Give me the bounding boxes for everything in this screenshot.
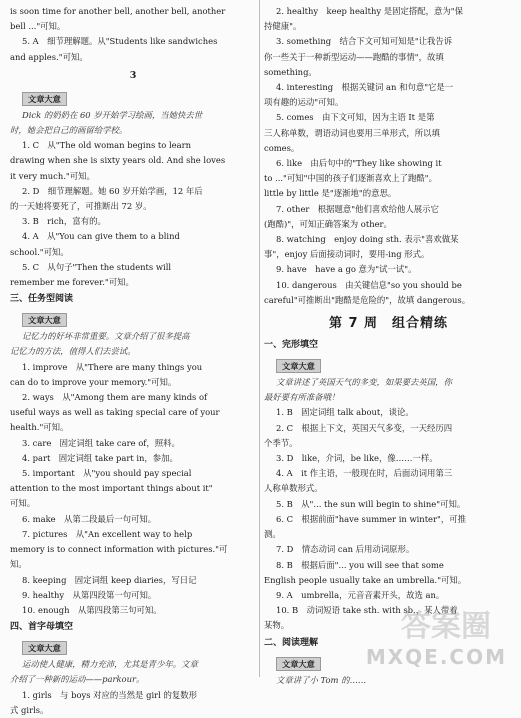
summary-intro — [10, 108, 256, 138]
answer-line: 7. D 情态动词 can 后用动词原形。 — [276, 544, 415, 555]
answer-line: 7. pictures 从"An excellent way to help — [22, 528, 193, 539]
answer-item — [264, 278, 513, 308]
answer-line: 6. like 由后句中的"They like showing it — [276, 158, 442, 169]
summary-intro — [10, 329, 256, 359]
answer-item — [10, 360, 256, 390]
answer-line: 知。 — [10, 559, 27, 570]
intro-line: 最好要有所准备哦！ — [264, 392, 340, 403]
answer-line: 4. part 固定词组 take part in，参加。 — [22, 452, 178, 463]
answer-line: 6. make 从第二段最后一句可知。 — [22, 513, 157, 524]
answer-item — [10, 214, 256, 229]
answer-line: 5. C 从句子"Then the students will — [22, 261, 172, 272]
answer-line: little by little 是"逐渐地"的意思。 — [264, 188, 397, 199]
answer-item — [264, 405, 513, 420]
answer-line: 1. C 从"The old woman begins to learn — [22, 140, 192, 151]
summary-intro — [10, 657, 256, 687]
answer-line: 2. healthy keep healthy 是固定搭配，意为"保 — [276, 6, 463, 16]
intro-line: 文章讲述了英国天气的多变，如果要去英国，你 — [276, 377, 452, 388]
answer-line: comes。 — [264, 142, 300, 153]
answer-line: 式 girls。 — [10, 704, 49, 715]
answer-line: it very much."可知。 — [10, 170, 95, 181]
answer-line: 1. improve 从"There are many things you — [22, 361, 203, 372]
section-heading: 三、任务型阅读 — [10, 294, 74, 305]
answer-item — [10, 688, 256, 718]
answer-line: 3. D like，介词，be like，像……一样。 — [276, 453, 438, 464]
answer-line: 3. care 固定词组 take care of，照料。 — [22, 437, 180, 448]
answer-line: careful"可推断出"跑酷是危险的"，故填 dangerous。 — [264, 294, 471, 305]
answer-item — [264, 451, 513, 466]
answer-item — [264, 202, 513, 232]
intro-line: 记忆力的好坏非常重要。文章介绍了很多提高 — [22, 331, 190, 342]
answer-item — [264, 110, 513, 156]
answer-line: memory is to connect information with pictures."可 — [10, 544, 228, 555]
answer-line: something。 — [264, 66, 317, 77]
answer-line: 10. enough 从第四段第三句可知。 — [22, 604, 162, 615]
answer-item — [10, 229, 256, 259]
answer-line: 可知。 — [10, 498, 36, 509]
text-line: and apples."可知。 — [10, 51, 88, 62]
summary-tag: 文章大意 — [276, 359, 321, 373]
text-line: 5. A 细节理解题。从"Students like sandwiches — [22, 36, 218, 47]
answer-item — [264, 421, 513, 451]
answer-line: 5. B 从"... the sun will begin to shine"可知。 — [276, 498, 466, 509]
answer-item — [264, 80, 513, 110]
answer-line: English people usually take an umbrella."可知。 — [264, 574, 467, 585]
answer-line: 你一些关于一种新型运动——跑酷的事情"，故填 — [264, 51, 444, 62]
answer-item — [10, 451, 256, 466]
watermark-logo: MXQE.COM — [365, 645, 507, 669]
intro-line: Dick 的奶奶在 60 岁开始学习绘画，当她快去世 — [22, 109, 203, 120]
answer-line: 个季节。 — [264, 437, 298, 448]
answer-line: (跑酷)"，可知正确答案为 other。 — [264, 218, 392, 229]
answer-item — [264, 156, 513, 202]
answer-line: 2. ways 从"Among them are many kinds of — [22, 392, 208, 403]
summary-tag: 文章大意 — [22, 92, 67, 106]
answer-line: 4. interesting 根据关键词 an 和句意"它是一 — [276, 82, 454, 93]
answer-item — [264, 232, 513, 262]
answer-list — [10, 360, 256, 618]
answer-line: 2. D 细节理解题。她 60 岁开始学画，12 年后 — [22, 185, 203, 196]
answer-item — [264, 558, 513, 588]
answer-item — [264, 4, 513, 34]
left-column — [10, 4, 256, 718]
answer-line: 9. A umbrella，元音音素开头，故选 an。 — [276, 589, 445, 600]
answer-line: 3. B rich，富有的。 — [22, 216, 106, 227]
answer-line: remember me forever."可知。 — [10, 277, 134, 288]
answer-item — [10, 603, 256, 618]
intro-line: 运动使人健康，精力充沛，尤其是青少年。文章 — [22, 659, 198, 670]
answer-line: 9. healthy 从第四段第一句可知。 — [22, 589, 157, 600]
answer-line: health."可知。 — [10, 422, 69, 433]
answer-item — [10, 184, 256, 214]
left-top-lines — [10, 4, 256, 65]
answer-line: 3. something 结合下文可知可知是"让我告诉 — [276, 36, 453, 47]
answer-line: 人称单数形式。 — [264, 483, 323, 494]
section-heading: 二、阅读理解 — [264, 637, 319, 648]
text-line: is soon time for another bell, another bell, another — [10, 6, 226, 16]
answer-item — [264, 262, 513, 277]
answer-list — [264, 4, 513, 308]
answer-item — [10, 512, 256, 527]
answer-line: 8. keeping 固定词组 keep diaries，写日记 — [22, 574, 197, 585]
answer-line: useful ways as well as taking special care of your — [10, 407, 220, 418]
answer-line: 8. B 根据后面"... you will see that some — [276, 559, 444, 570]
answer-line: 10. B 动词短语 take sth. with sb.，某人带着 — [276, 605, 458, 616]
answer-item — [10, 527, 256, 573]
answer-line: 7. other 根据题意"他们喜欢给他人展示它 — [276, 203, 439, 214]
intro-line: 介绍了一种新的运动——parkour。 — [10, 674, 145, 685]
section-heading: 四、首字母填空 — [10, 622, 74, 633]
summary-tag: 文章大意 — [22, 641, 67, 655]
answer-line: school."可知。 — [10, 246, 69, 257]
answer-list — [10, 688, 256, 718]
right-column — [264, 4, 513, 688]
answer-line: can do to improve your memory."可知。 — [10, 376, 177, 387]
answer-item — [10, 390, 256, 436]
answer-item — [264, 466, 513, 496]
answer-line: 9. have have a go 意为"试一试"。 — [276, 264, 417, 275]
intro-line: 时，她会把自己的画留给学校。 — [10, 125, 128, 136]
answer-list — [10, 138, 256, 290]
answer-line: 5. important 从"you should pay special — [22, 468, 192, 479]
text-line: bell ..."可知。 — [10, 21, 66, 32]
answer-line: 持健康"。 — [264, 21, 302, 32]
section-heading: 一、完形填空 — [264, 340, 319, 351]
watermark-chinese: 答案圈 — [401, 609, 491, 644]
answer-line: 6. C 根据前面"have summer in winter"，可推 — [276, 513, 466, 524]
page-number: 3 — [129, 69, 137, 81]
answer-item — [10, 138, 256, 184]
answer-line: 某物。 — [264, 620, 290, 631]
answer-item — [10, 588, 256, 603]
answer-line: 4. A 从"You can give them to a blind — [22, 231, 180, 242]
answer-line: 的一天她将要死了，可推断出 72 岁。 — [10, 201, 152, 212]
answer-line: 1. B 固定词组 talk about，谈论。 — [276, 407, 414, 418]
answer-item — [10, 466, 256, 512]
answer-item — [264, 497, 513, 512]
answer-item — [10, 573, 256, 588]
answer-list — [264, 405, 513, 633]
summary-tag: 文章大意 — [276, 657, 321, 671]
summary-intro — [264, 375, 513, 405]
intro-line: 文章讲了小 Tom 的…… — [276, 674, 367, 685]
answer-line: 项有趣的运动"可知。 — [264, 97, 344, 108]
answer-item — [264, 512, 513, 542]
answer-line: 4. A it 作主语，一般现在时，后面动词用第三 — [276, 468, 453, 479]
answer-line: 2. C 根据上下文，英国天气多变，一天经历四 — [276, 422, 453, 433]
answer-line: 1. girls 与 boys 对应的当然是 girl 的复数形 — [22, 689, 197, 700]
answer-line: to ..."可知"中国的孩子们逐渐喜欢上了跑酷"。 — [264, 173, 437, 184]
answer-line: 测。 — [264, 529, 281, 540]
answer-line: 三人称单数，谓语动词也要用三单形式，所以填 — [264, 127, 440, 138]
answer-item — [264, 34, 513, 80]
week-title: 第 7 周 组合精练 — [328, 316, 449, 332]
summary-tag: 文章大意 — [22, 313, 67, 327]
column-divider — [259, 0, 260, 677]
answer-item — [264, 542, 513, 557]
intro-line: 记忆力的方法，值得人们去尝试。 — [10, 346, 136, 357]
answer-line: drawing when she is sixty years old. And she loves — [10, 155, 226, 166]
answer-line: 事"，enjoy 后面接动词时，要用-ing 形式。 — [264, 249, 430, 260]
answer-line: 5. comes 由下文可知，因为主语 It 是第 — [276, 112, 435, 123]
answer-item — [10, 436, 256, 451]
answer-line: 8. watching enjoy doing sth. 表示"喜欢做某 — [276, 234, 459, 245]
answer-line: attention to the most important things about it" — [10, 483, 213, 494]
answer-line: 10. dangerous 由关键信息"so you should be — [276, 279, 462, 290]
answer-item — [10, 260, 256, 290]
